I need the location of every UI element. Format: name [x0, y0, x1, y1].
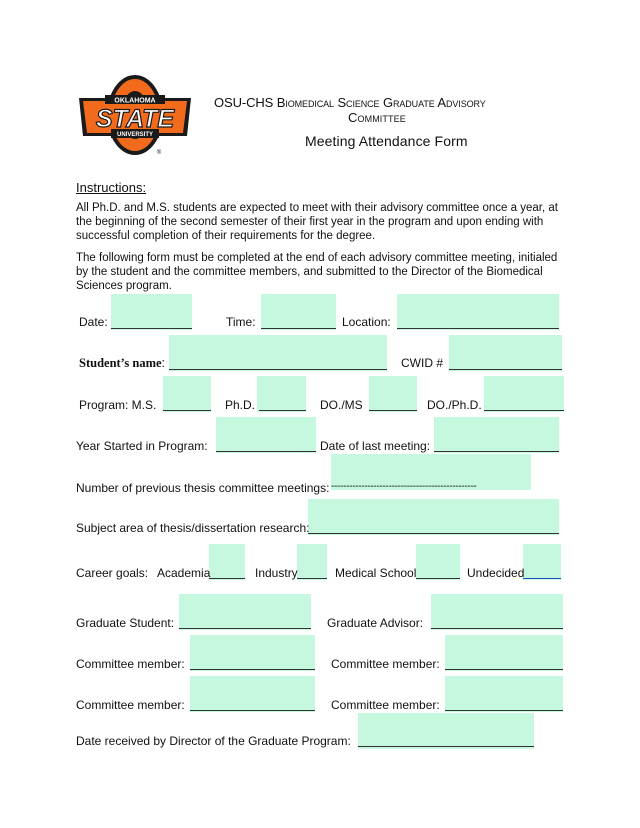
academia-label: Academia [157, 566, 211, 580]
cwid-underline [449, 369, 562, 370]
form-title-line2: Committee [348, 110, 406, 125]
program-phd-underline [259, 410, 306, 411]
committee-member-3-field[interactable] [190, 676, 315, 712]
student-name-field[interactable] [169, 335, 387, 371]
date-label: Date: [79, 315, 108, 329]
time-label: Time: [226, 315, 256, 329]
medical-school-field[interactable] [416, 544, 460, 580]
grad-advisor-label: Graduate Advisor: [327, 616, 424, 630]
last-meeting-label: Date of last meeting: [320, 439, 431, 453]
form-title-line1: OSU-CHS Biomedical Science Graduate Advisory [214, 95, 486, 110]
osu-logo [75, 72, 195, 158]
undecided-field[interactable] [523, 544, 561, 580]
instructions-paragraph-2: The following form must be completed at the end of each advisory committee meeting, initialed by the student and the committee members, and submitted to the Director of the Biomedical Sciences program. [76, 252, 558, 292]
logo-text-bottom: UNIVERSITY [116, 132, 154, 138]
student-name-underline [169, 369, 387, 370]
logo-text-main: STATE [95, 105, 175, 133]
student-name-label [79, 356, 165, 370]
location-field[interactable] [397, 294, 559, 330]
committee-member-1-field[interactable] [190, 635, 315, 671]
logo-text-top: OKLAHOMA [114, 97, 156, 105]
academia-field[interactable] [209, 544, 245, 580]
prev-meetings-label: Number of previous thesis committee meetings: [76, 481, 330, 495]
date-received-field[interactable] [358, 713, 534, 749]
instructions-paragraph-1: All Ph.D. and M.S. students are expected to meet with their advisory committee once a year, at the beginning of the second semester of their first year in the program and upon ending with successful completion of their requirements for the degree. [76, 202, 558, 242]
date-underline [111, 328, 192, 329]
grad-student-field[interactable] [179, 594, 311, 630]
career-goals-label: Career goals: [76, 566, 149, 580]
grad-student-label: Graduate Student: [76, 616, 175, 630]
grad-student-underline [179, 628, 311, 629]
program-doms-underline [369, 410, 417, 411]
committee-member-4-field[interactable] [445, 676, 563, 712]
subject-area-field[interactable] [308, 499, 559, 535]
medical-school-underline [416, 578, 460, 579]
year-started-field[interactable] [216, 417, 316, 453]
date-field[interactable] [111, 294, 192, 330]
prev-meetings-dashes: ------------------------------------------------ [331, 481, 477, 492]
last-meeting-field[interactable] [434, 417, 559, 453]
committee-member-3-label: Committee member: [76, 698, 185, 712]
program-ms-label: Program: M.S. [79, 398, 157, 412]
date-received-underline [358, 746, 534, 747]
location-label: Location: [342, 315, 391, 329]
committee-member-2-field[interactable] [445, 635, 563, 671]
cwid-field[interactable] [449, 335, 562, 371]
subject-area-underline [308, 533, 559, 534]
committee-member-4-label: Committee member: [331, 698, 440, 712]
grad-advisor-underline [431, 628, 563, 629]
industry-field[interactable] [297, 544, 327, 580]
logo-registered-mark: ® [156, 150, 162, 156]
program-dophd-label: DO./Ph.D. [427, 398, 482, 412]
program-doms-field[interactable] [369, 376, 417, 412]
grad-advisor-field[interactable] [431, 594, 563, 630]
committee-member-1-underline [190, 669, 315, 670]
instructions-heading: Instructions: [76, 180, 147, 195]
undecided-label: Undecided [467, 566, 525, 580]
committee-member-4-underline [445, 710, 563, 711]
cwid-label: CWID # [401, 356, 443, 370]
industry-label: Industry [255, 566, 298, 580]
medical-school-label: Medical School [335, 566, 417, 580]
committee-member-2-label: Committee member: [331, 657, 440, 671]
committee-member-3-underline [190, 710, 315, 711]
program-ms-field[interactable] [163, 376, 211, 412]
student-name-label-text: Student’s name [79, 356, 162, 370]
form-subtitle: Meeting Attendance Form [305, 133, 468, 149]
program-phd-field[interactable] [257, 376, 306, 412]
last-meeting-underline [434, 451, 559, 452]
committee-member-1-label: Committee member: [76, 657, 185, 671]
time-field[interactable] [261, 294, 336, 330]
program-doms-label: DO./MS [320, 398, 363, 412]
program-phd-label: Ph.D. [225, 398, 256, 412]
industry-underline [297, 578, 327, 579]
year-started-underline [216, 451, 316, 452]
program-dophd-underline [484, 410, 564, 411]
student-name-colon: : [161, 356, 166, 370]
undecided-underline [523, 578, 561, 579]
program-ms-underline [163, 410, 211, 411]
subject-area-label: Subject area of thesis/dissertation research: [76, 521, 310, 535]
date-received-label: Date received by Director of the Graduate Program: [76, 734, 351, 748]
committee-member-2-underline [445, 669, 563, 670]
time-underline [261, 328, 336, 329]
location-underline [397, 328, 559, 329]
academia-underline [209, 578, 245, 579]
year-started-label: Year Started in Program: [76, 439, 208, 453]
program-dophd-field[interactable] [484, 376, 564, 412]
